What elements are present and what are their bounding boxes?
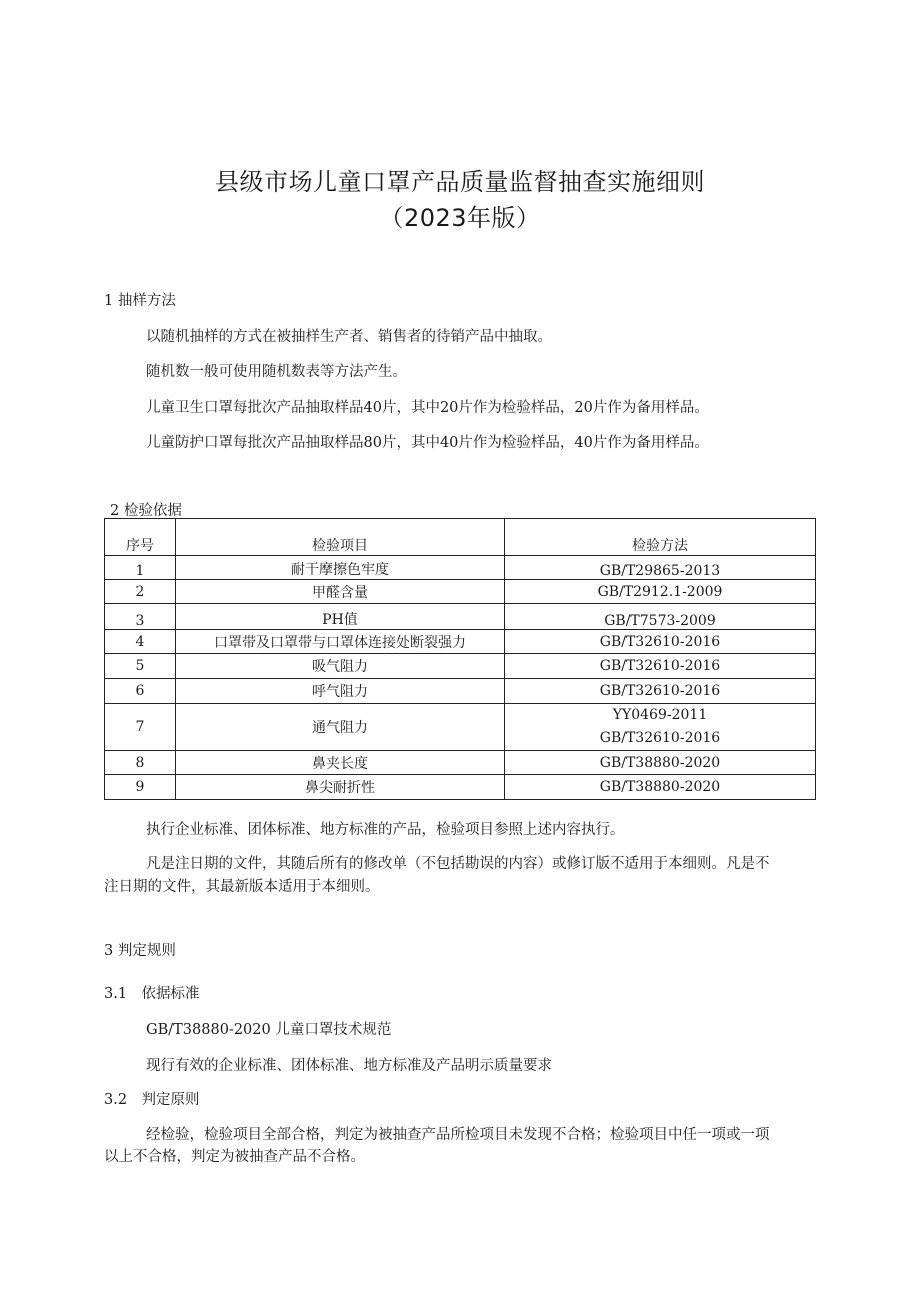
section-2-heading: 2 检验依据 [110,503,182,519]
column-header: 检验项目 [176,519,505,556]
inspection-method: GB/T38880-2020 [505,751,816,775]
inspection-table [104,518,816,800]
row-number: 2 [105,580,176,604]
subsection-heading: 3.1 依据标准 [104,986,200,1002]
inspection-method: GB/T32610-2016 [599,730,721,746]
table-row [105,679,816,704]
paragraph: 现行有效的企业标准、团体标准、地方标准及产品明示质量要求 [146,1058,552,1074]
inspection-item: 鼻夹长度 [176,751,505,775]
inspection-method: GB/T29865-2013 [505,556,816,580]
paragraph-continuation: 注日期的文件，其最新版本适用于本细则。 [104,879,380,895]
paragraph: 执行企业标准、团体标准、地方标准的产品，检验项目参照上述内容执行。 [146,822,625,838]
row-number: 7 [105,704,176,751]
section-1-heading: 1 抽样方法 [104,293,176,309]
inspection-method: GB/T32610-2016 [505,630,816,654]
table-header-row [105,519,816,556]
inspection-method-cell [505,704,816,751]
row-number: 9 [105,775,176,800]
column-header: 序号 [105,519,176,556]
subsection-heading: 3.2 判定原则 [104,1092,200,1108]
paragraph: 随机数一般可使用随机数表等方法产生。 [146,364,407,380]
table-row [105,580,816,604]
document-subtitle: （2023年版） [379,204,541,232]
inspection-item: PH值 [176,604,505,630]
table-row [105,751,816,775]
inspection-method: GB/T38880-2020 [505,775,816,800]
inspection-item: 口罩带及口罩带与口罩体连接处断裂强力 [176,630,505,654]
inspection-item: 呼气阻力 [176,679,505,704]
paragraph: 以随机抽样的方式在被抽样生产者、销售者的待销产品中抽取。 [146,329,552,345]
table-row [105,630,816,654]
row-number: 5 [105,654,176,679]
inspection-item: 耐干摩擦色牢度 [176,556,505,580]
table-row [105,704,816,751]
paragraph: GB/T38880-2020 儿童口罩技术规范 [146,1022,392,1038]
section-3-heading: 3 判定规则 [104,943,176,959]
table-row [105,775,816,800]
row-number: 1 [105,556,176,580]
inspection-method: GB/T32610-2016 [505,679,816,704]
table-row [105,556,816,580]
row-number: 3 [105,604,176,630]
inspection-method: YY0469-2011 [612,707,708,723]
inspection-method: GB/T32610-2016 [505,654,816,679]
row-number: 6 [105,679,176,704]
inspection-item: 甲醛含量 [176,580,505,604]
paragraph: 儿童卫生口罩每批次产品抽取样品40片，其中20片作为检验样品，20片作为备用样品。 [146,400,709,416]
document-title: 县级市场儿童口罩产品质量监督抽查实施细则 [215,168,705,196]
row-number: 4 [105,630,176,654]
inspection-item: 鼻尖耐折性 [176,775,505,800]
inspection-method: GB/T7573-2009 [505,604,816,630]
paragraph: 经检验，检验项目全部合格，判定为被抽查产品所检项目未发现不合格；检验项目中任一项或一项 [146,1127,770,1143]
column-header: 检验方法 [505,519,816,556]
inspection-item: 通气阻力 [176,704,505,751]
table-row [105,654,816,679]
paragraph: 凡是注日期的文件，其随后所有的修改单（不包括勘误的内容）或修订版不适用于本细则。凡是不 [146,856,770,872]
table-row [105,604,816,630]
paragraph-continuation: 以上不合格，判定为被抽查产品不合格。 [104,1149,365,1165]
paragraph: 儿童防护口罩每批次产品抽取样品80片，其中40片作为检验样品，40片作为备用样品。 [146,435,709,451]
inspection-item: 吸气阻力 [176,654,505,679]
inspection-method: GB/T2912.1-2009 [505,580,816,604]
row-number: 8 [105,751,176,775]
